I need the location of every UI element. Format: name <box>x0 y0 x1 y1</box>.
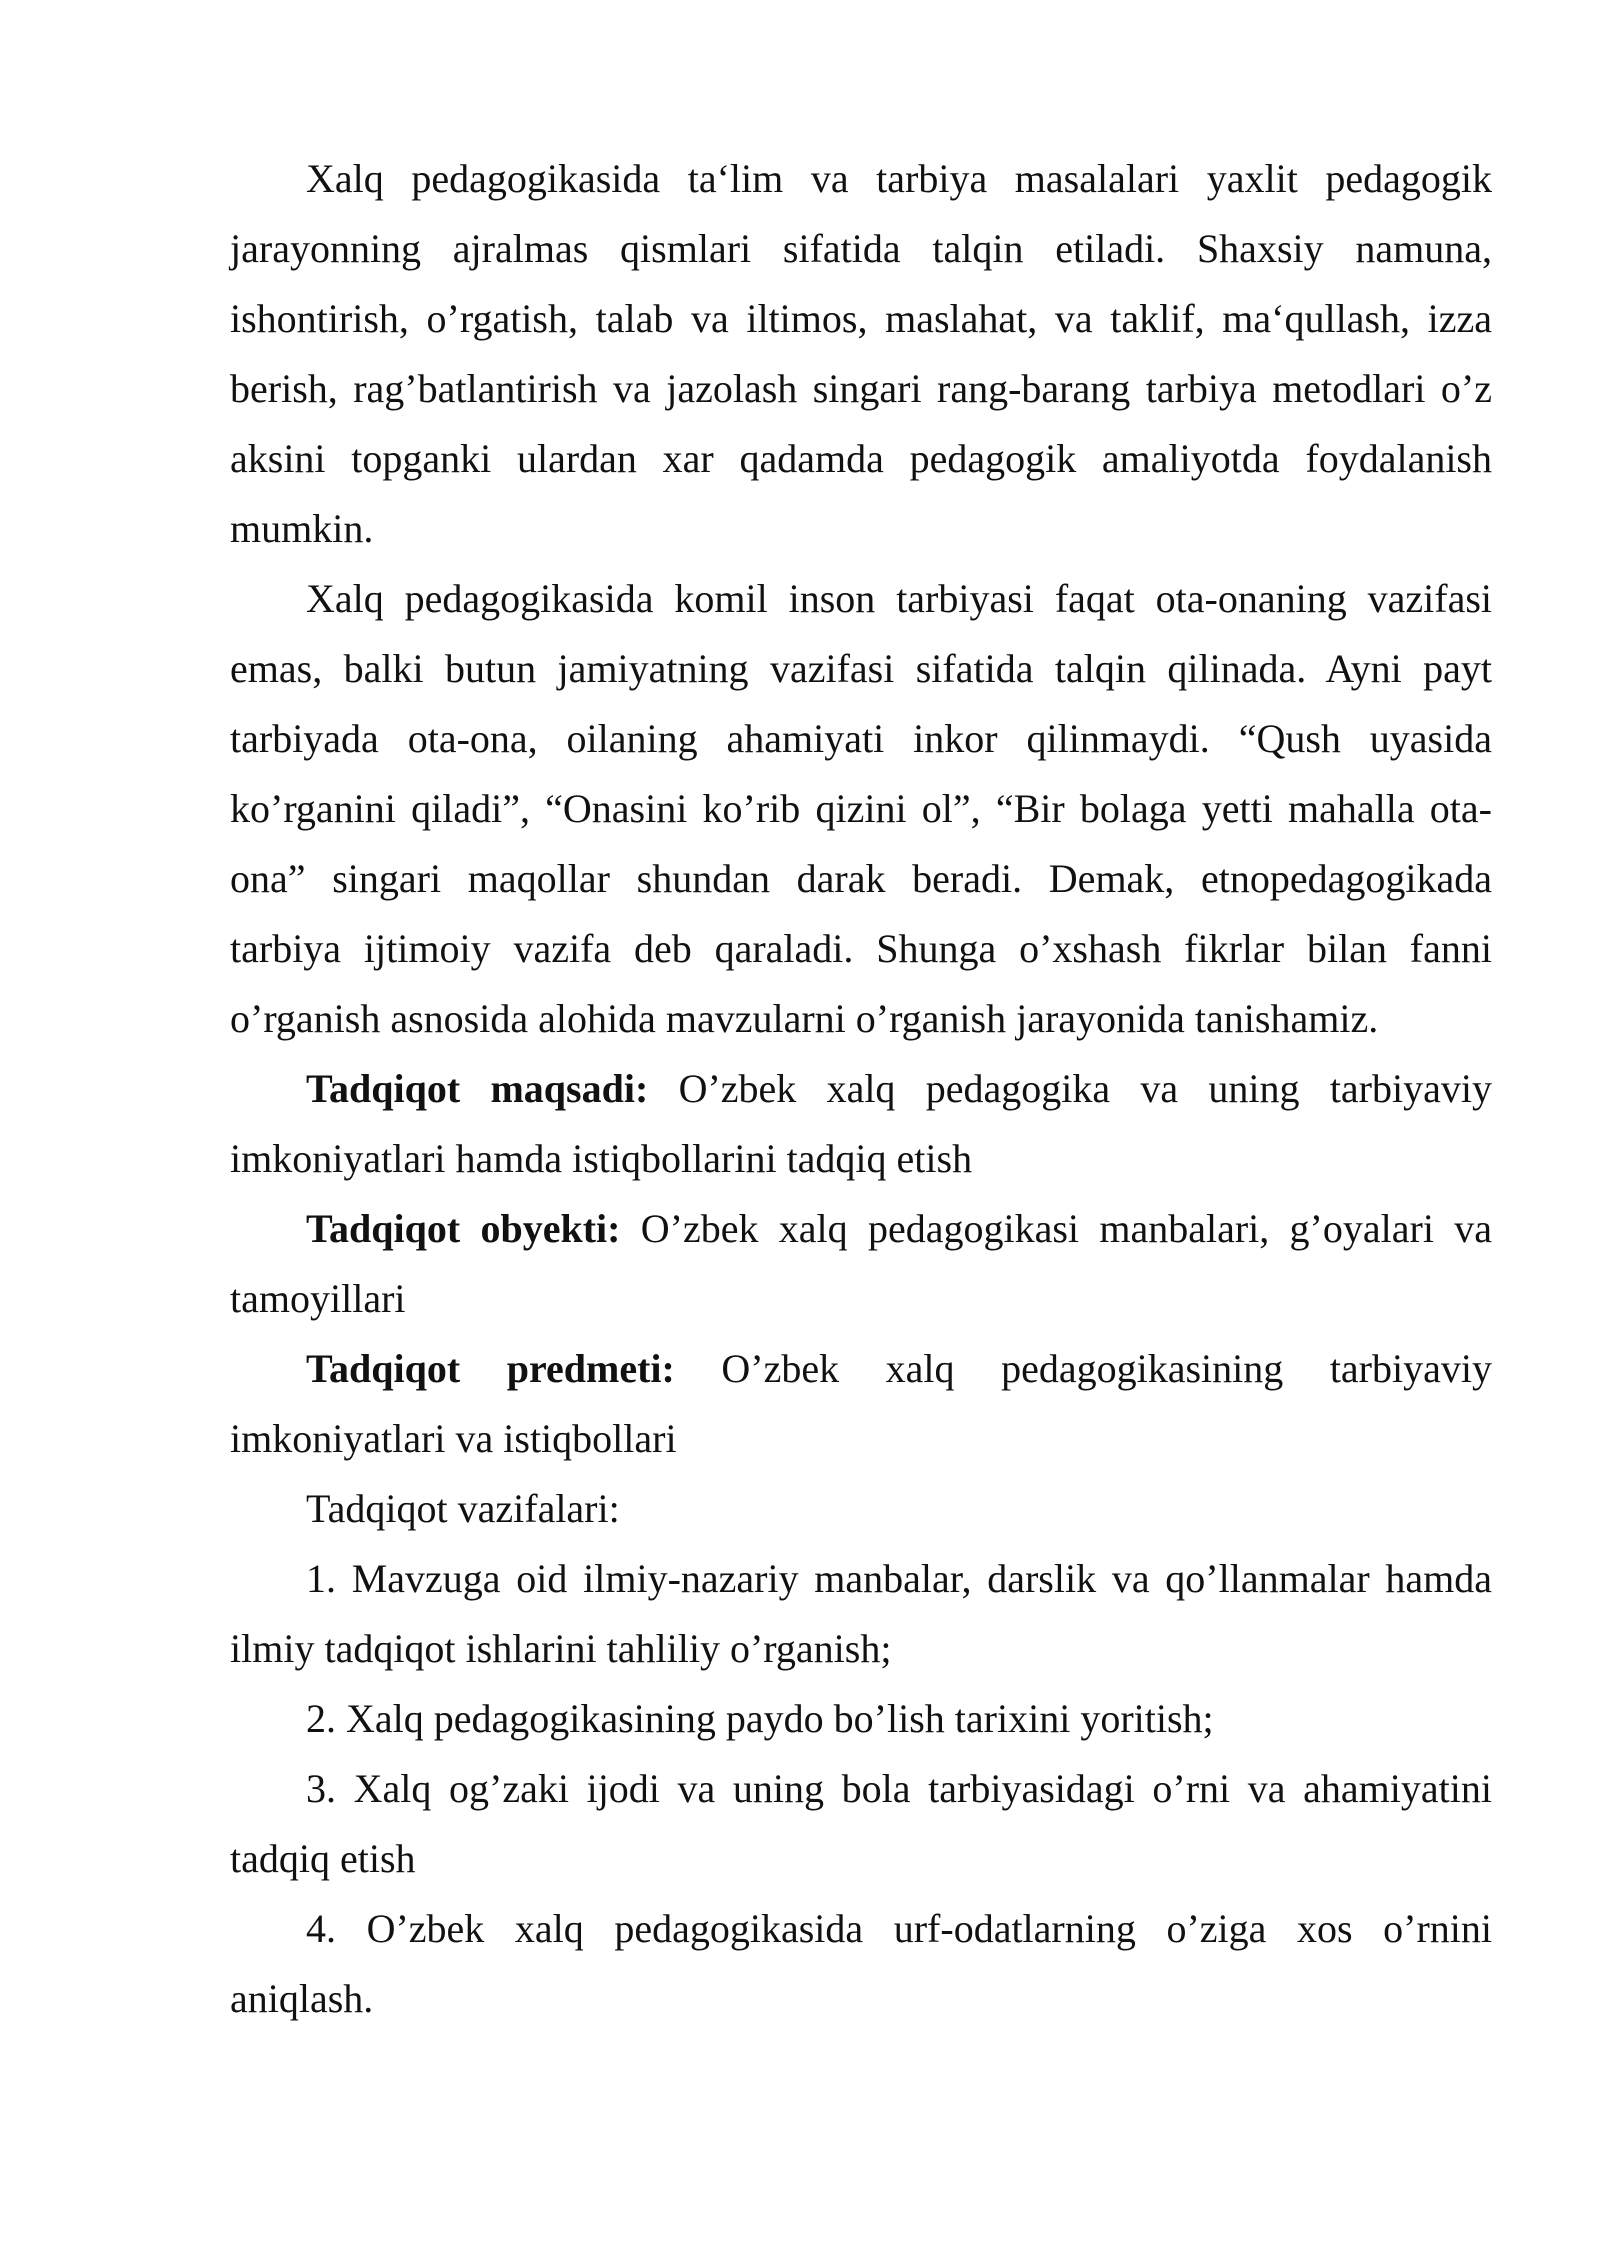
paragraph-text: O’zbek xalq pedagogikasining tarbiyaviy imkoniyatlari va istiqbollari <box>230 1346 1492 1461</box>
paragraph-text: O’zbek xalq pedagogika va uning tarbiyaviy imkoniyatlari hamda istiqbollarini tadqiq etish <box>230 1066 1492 1181</box>
list-item-task-1 <box>230 1544 1492 1684</box>
paragraph-research-object <box>230 1194 1492 1334</box>
paragraph-label: Tadqiqot maqsadi: <box>306 1066 649 1111</box>
paragraph-label: Tadqiqot obyekti: <box>306 1206 621 1251</box>
list-item-task-3 <box>230 1754 1492 1894</box>
paragraph-intro <box>230 144 1492 564</box>
list-item-task-4 <box>230 1894 1492 2034</box>
paragraph-upbringing <box>230 564 1492 1054</box>
paragraph-text: 1. Mavzuga oid ilmiy-nazariy manbalar, darslik va qo’llanmalar hamda ilmiy tadqiqot ishlarini tahliliy o’rganish; <box>230 1556 1492 1671</box>
paragraph-text: Tadqiqot vazifalari: <box>306 1486 620 1531</box>
document-page <box>230 144 1492 2034</box>
paragraph-text: O’zbek xalq pedagogikasi manbalari, g’oyalari va tamoyillari <box>230 1206 1492 1321</box>
paragraph-text: Xalq pedagogikasida komil inson tarbiyasi faqat ota-onaning vazifasi emas, balki butun jamiyatning vazifasi sifatida talqin qilinada. Ayni payt tarbiyada ota-ona, oilaning ahamiyati inkor qilinmaydi. “Qush uyasida ko’rganini qiladi”, “Onasini ko’rib qizini ol”, “Bir bolaga yetti mahalla ota-ona” singari maqollar shundan darak beradi. Demak, etnopedagogikada tarbiya ijtimoiy vazifa deb qaraladi. Shunga o’xshash fikrlar bilan fanni o’rganish asnosida alohida mavzularni o’rganish jarayonida tanishamiz. <box>230 576 1492 1041</box>
paragraph-text: 4. O’zbek xalq pedagogikasida urf-odatlarning o’ziga xos o’rnini aniqlash. <box>230 1906 1492 2021</box>
paragraph-tasks-heading <box>230 1474 1492 1544</box>
paragraph-text: 2. Xalq pedagogikasining paydo bo’lish tarixini yoritish; <box>306 1696 1214 1741</box>
paragraph-text: Xalq pedagogikasida ta‘lim va tarbiya masalalari yaxlit pedagogik jarayonning ajralmas qismlari sifatida talqin etiladi. Shaxsiy namuna, ishontirish, o’rgatish, talab va iltimos, maslahat, va taklif, ma‘qullash, izza berish, rag’batlantirish va jazolash singari rang-barang tarbiya metodlari o’z aksini topganki ulardan xar qadamda pedagogik amaliyotda foydalanish mumkin. <box>230 156 1492 551</box>
paragraph-text: 3. Xalq og’zaki ijodi va uning bola tarbiyasidagi o’rni va ahamiyatini tadqiq etish <box>230 1766 1492 1881</box>
list-item-task-2 <box>230 1684 1492 1754</box>
paragraph-label: Tadqiqot predmeti: <box>306 1346 675 1391</box>
paragraph-research-subject <box>230 1334 1492 1474</box>
paragraph-research-goal <box>230 1054 1492 1194</box>
